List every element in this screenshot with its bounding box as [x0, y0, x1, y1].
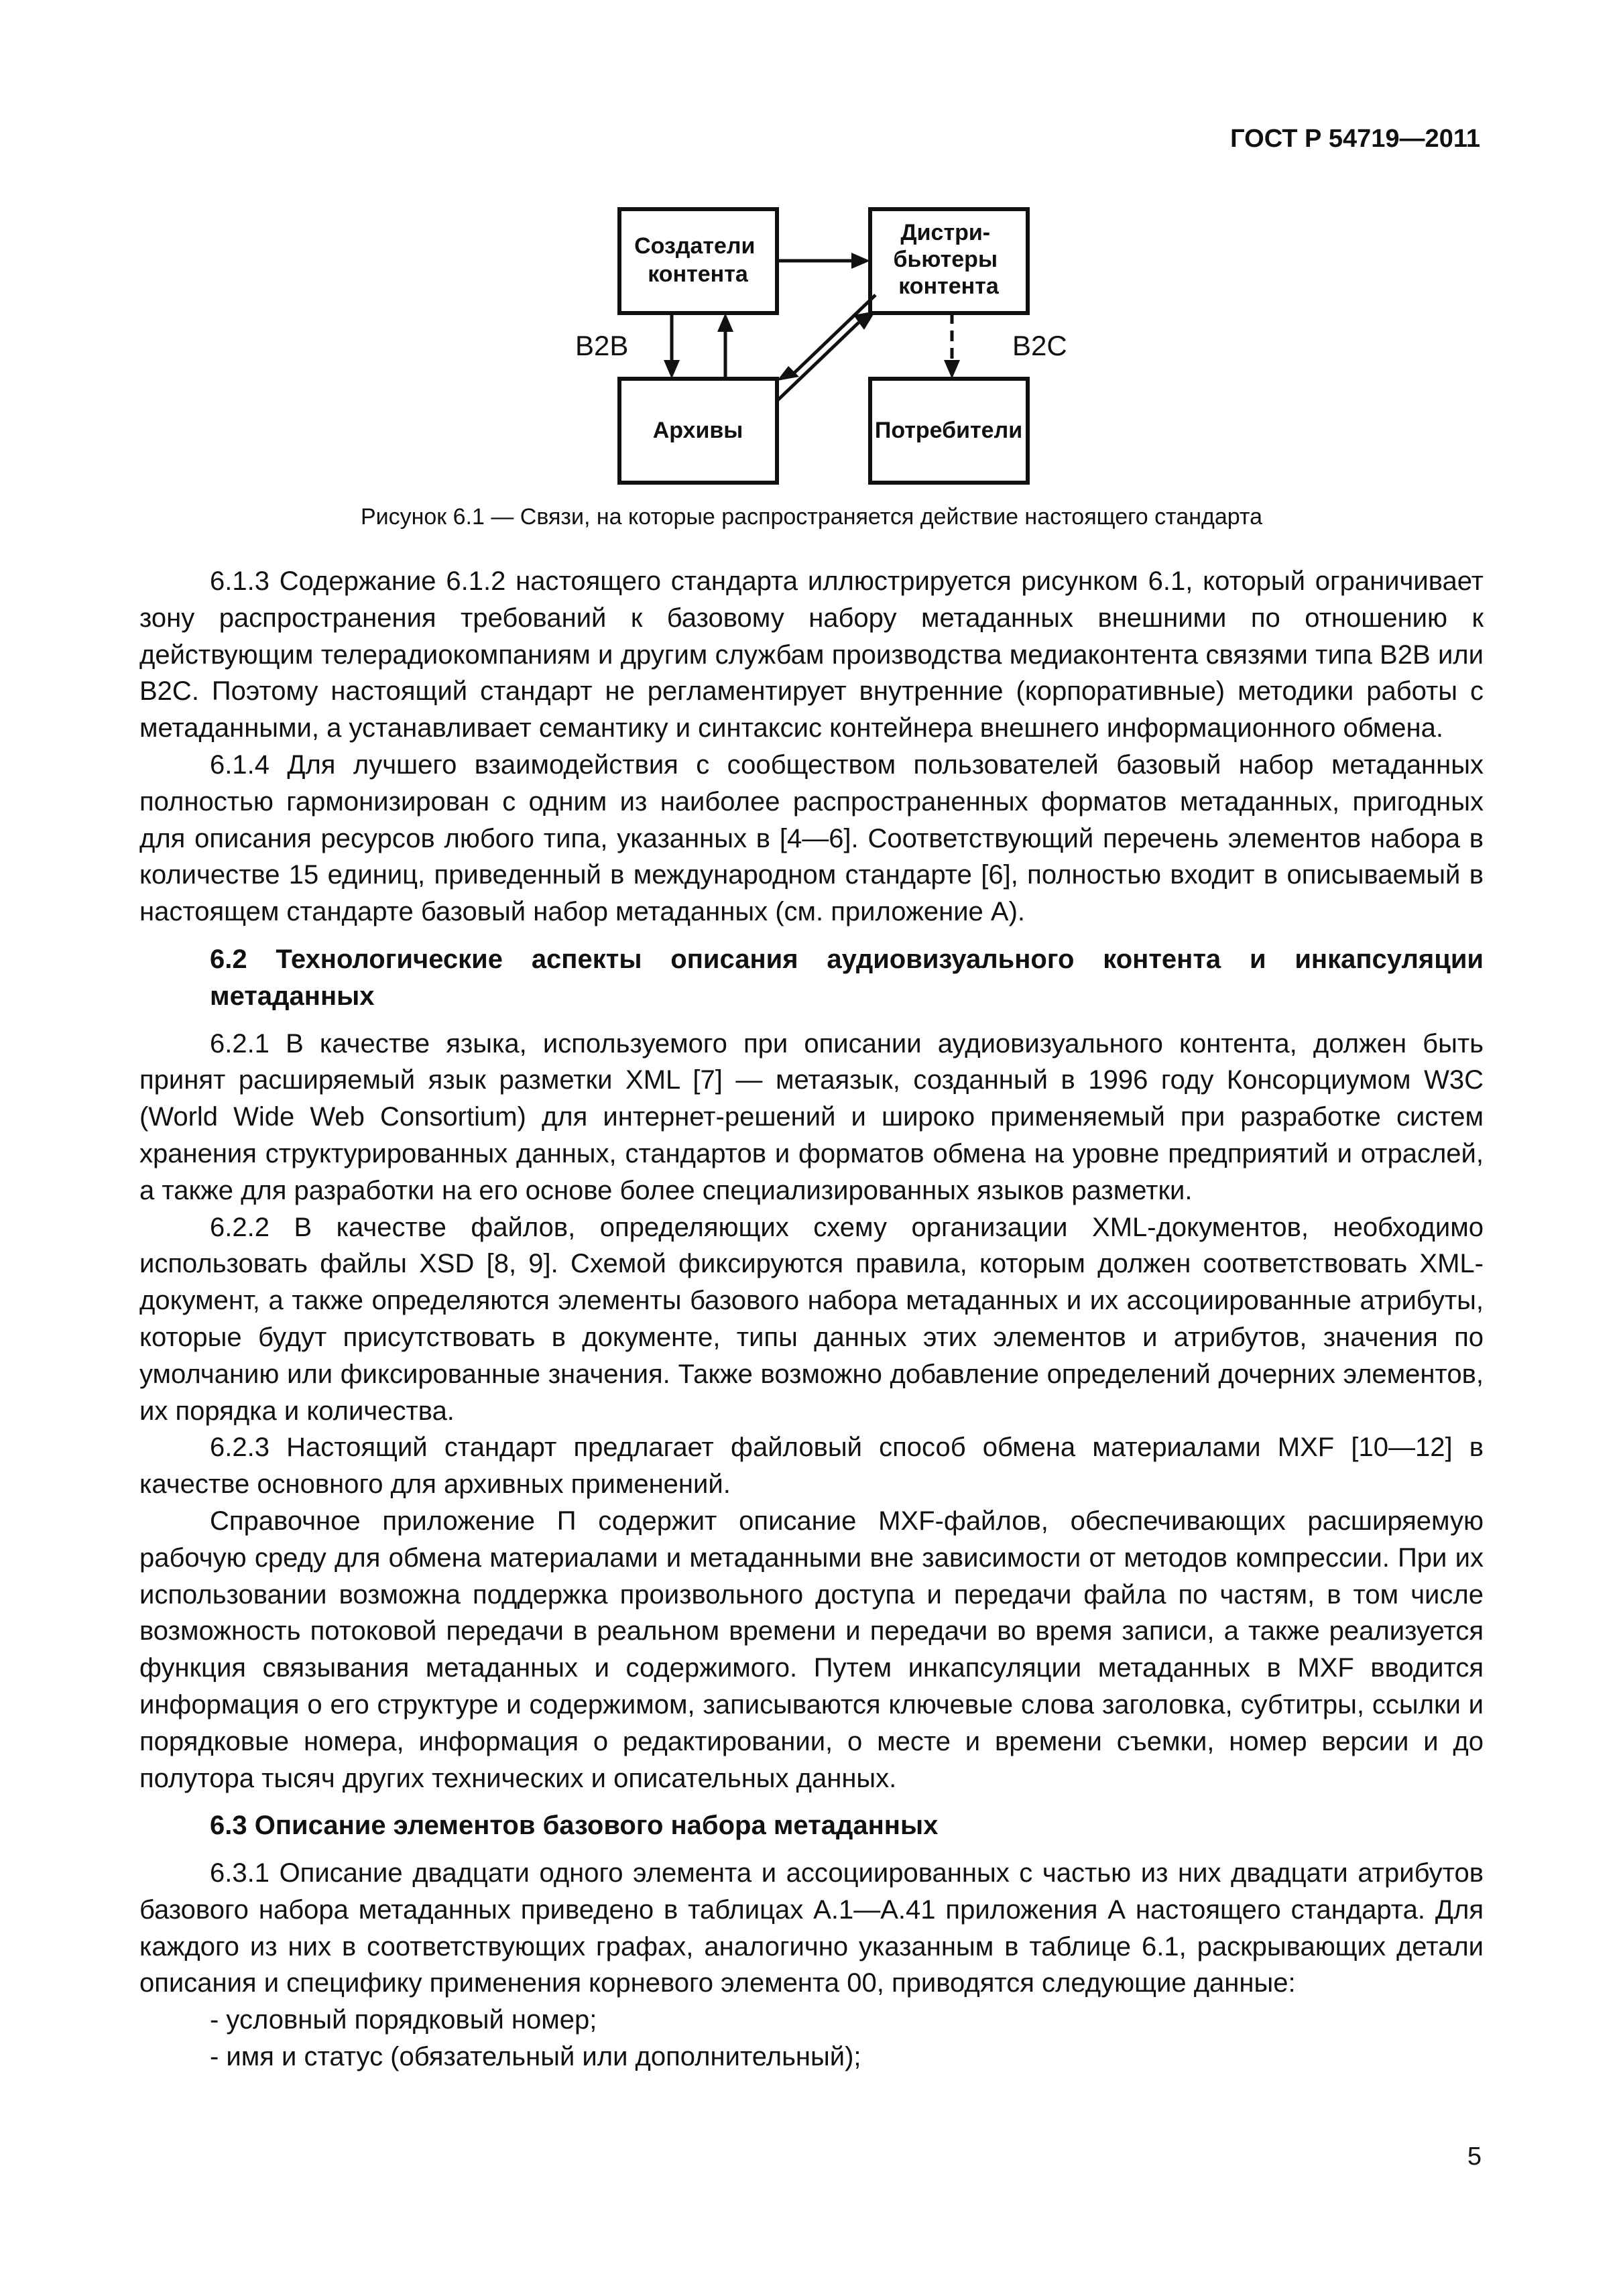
list-item: - имя и статус (обязательный или дополнительный);	[210, 2042, 861, 2072]
page-number: 5	[1467, 2142, 1482, 2171]
section-heading-6-2: 6.2 Технологические аспекты описания аудиовизуального контента и инкапсуляции метаданных	[210, 944, 1484, 1011]
paragraph-6-1-4: 6.1.4 Для лучшего взаимодействия с сообществом пользователей базовый набор метаданных полностью гармонизирован с одним из наиболее распространенных форматов метаданных, пригодных для описания ресурсов любого типа, указанных в [4—6]. Соответствующий перечень элементов набора в количестве 15 единиц, приведенный в международном стандарте [6], полностью входит в описываемый в настоящем стандарте базовый набор метаданных (см. приложение А).	[139, 749, 1484, 927]
arrow-distributors-to-archives	[794, 295, 876, 373]
paragraph-annex: Справочное приложение П содержит описание MXF-файлов, обеспечивающих расширяемую рабочую среду для обмена материалами и метаданными вне зависимости от методов компрессии. При их использовании возможна поддержка произвольного доступа и передачи файла по частям, в том числе возможность потоковой передачи в реальном времени и передачи во время записи, а также реализуется функция связывания метаданных и содержимого. Путем инкапсуляции метаданных в MXF вводится информация о его структуре и содержимом, записываются ключевые слова заголовка, субтитры, ссылки и порядковые номера, информация о редактировании, о месте и времени съемки, номер версии и до полутора тысяч других технических и описательных данных.	[139, 1506, 1484, 1793]
list-item: - условный порядковый номер;	[210, 2005, 597, 2035]
paragraph-6-2-2: 6.2.2 В качестве файлов, определяющих схему организации XML-документов, необходимо использовать файлы XSD [8, 9]. Схемой фиксируются правила, которым должен соответствовать XML-документ, а также определяются элементы базового набора метаданных и их ассоциированные атрибуты, которые будут присутствовать в документе, типы данных этих элементов и атрибутов, значения по умолчанию или фиксированные значения. Также возможно добавление определений дочерних элементов, их порядка и количества.	[139, 1212, 1484, 1426]
paragraph-6-3-1: 6.3.1 Описание двадцати одного элемента и ассоциированных с частью из них двадцати атрибутов базового набора метаданных приведено в таблицах А.1—А.41 приложения А настоящего стандарта. Для каждого из них в соответствующих графах, аналогично указанным в таблице 6.1, раскрывающих детали описания и специфику применения корневого элемента 00, приводятся следующие данные:	[139, 1858, 1484, 1998]
b2c-label: B2C	[1012, 330, 1067, 361]
body-text	[139, 563, 1484, 2075]
paragraph-6-2-3: 6.2.3 Настоящий стандарт предлагает файловый способ обмена материалами MXF [10—12] в качестве основного для архивных применений.	[139, 1433, 1484, 1500]
paragraph-6-1-3: 6.1.3 Содержание 6.1.2 настоящего стандарта иллюстрируется рисунком 6.1, который ограничивает зону распространения требований к базовому набору метаданных внешними по отношению к действующим телерадиокомпаниям и другим службам производства медиаконтента связями типа B2B или B2C. Поэтому настоящий стандарт не регламентирует внутренние (корпоративные) методики работы с метаданными, а устанавливает семантику и синтаксис контейнера внешнего информационного обмена.	[139, 566, 1484, 743]
b2b-label: B2B	[575, 330, 629, 361]
section-heading-6-3: 6.3 Описание элементов базового набора метаданных	[210, 1811, 939, 1841]
paragraph-6-2-1: 6.2.1 В качестве языка, используемого при описании аудиовизуального контента, должен быть принят расширяемый язык разметки XML [7] — метаязык, созданный в 1996 году Консорциумом W3C (World Wide Web Consortium) для интернет-решений и широко применяемый при разработке систем хранения структурированных данных, стандартов и форматов обмена на уровне предприятий и отраслей, а также для разработки на его основе более специализированных языков разметки.	[139, 1028, 1484, 1205]
standard-header: ГОСТ Р 54719—2011	[1230, 125, 1480, 153]
archives-label: Архивы	[652, 418, 743, 443]
creators-label: Создатели контента	[634, 233, 756, 287]
distributors-label: Дистри- бьютеры контента	[893, 220, 999, 299]
figure-6-1-diagram	[0, 0, 1623, 509]
consumers-label: Потребители	[874, 418, 1023, 443]
figure-caption: Рисунок 6.1 — Связи, на которые распространяется действие настоящего стандарта	[360, 504, 1263, 530]
arrow-archives-to-distributors	[777, 322, 859, 401]
